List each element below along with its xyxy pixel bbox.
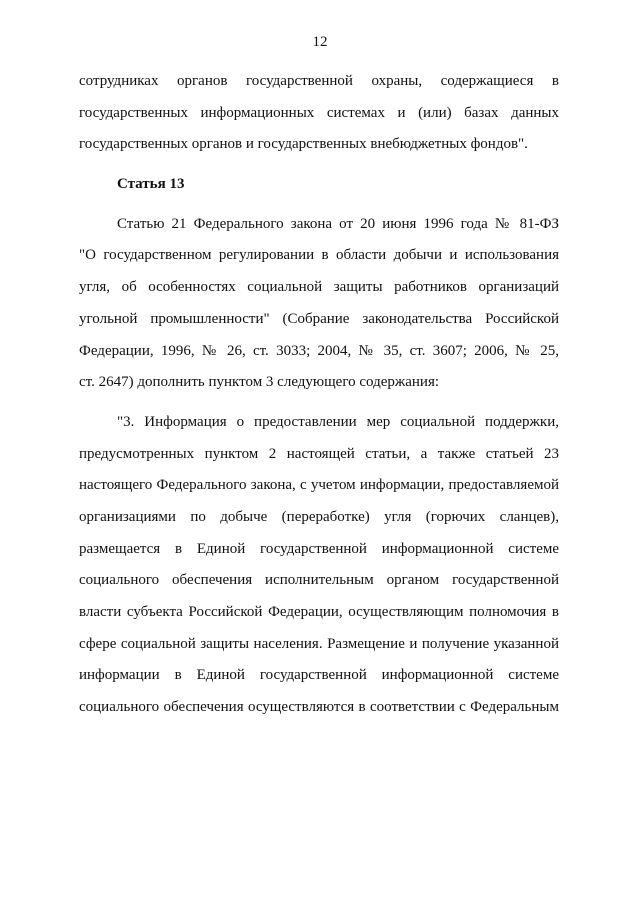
text-line: Статью 21 Федерального закона от 20 июня 1996 года № 81-ФЗ bbox=[117, 215, 559, 232]
text-line: настоящего Федерального закона, с учетом информации, предоставляемой bbox=[79, 477, 559, 494]
text-line: сотрудниках органов государственной охраны, содержащиеся в bbox=[79, 73, 559, 89]
continuation-paragraph bbox=[79, 66, 559, 161]
text-line: социального обеспечения осуществляются в соответствии с Федеральным bbox=[79, 699, 559, 716]
text-line: "3. Информация о предоставлении мер социальной поддержки, bbox=[117, 413, 559, 430]
article-heading: Статья 13 bbox=[117, 176, 185, 193]
document-body bbox=[79, 66, 559, 724]
text-line: сфере социальной защиты населения. Размещение и получение указанной bbox=[79, 635, 559, 652]
text-line: "О государственном регулировании в области добычи и использования bbox=[79, 247, 559, 264]
text-line: организациями по добыче (переработке) угля (горючих сланцев), bbox=[79, 508, 559, 525]
text-line: Федерации, 1996, № 26, ст. 3033; 2004, № 35, ст. 3607; 2006, № 25, bbox=[79, 342, 559, 359]
text-line: государственных органов и государственных внебюджетных фондов". bbox=[79, 136, 528, 153]
text-line: информации в Единой государственной информационной системе bbox=[79, 667, 559, 684]
text-line: размещается в Единой государственной информационной системе bbox=[79, 540, 559, 557]
text-line: власти субъекта Российской Федерации, осуществляющим полномочия в bbox=[79, 604, 559, 620]
text-line: угля, об особенностях социальной защиты работников организаций bbox=[79, 279, 559, 296]
text-line: предусмотренных пунктом 2 настоящей статьи, а также статьей 23 bbox=[79, 445, 559, 462]
text-line: государственных информационных системах и (или) базах данных bbox=[79, 104, 559, 121]
text-line: угольной промышленности" (Собрание законодательства Российской bbox=[79, 310, 559, 327]
article-paragraph-2 bbox=[79, 407, 559, 724]
page-number: 12 bbox=[312, 34, 328, 50]
text-line: социального обеспечения исполнительным органом государственной bbox=[79, 572, 559, 589]
article-paragraph-1 bbox=[79, 209, 559, 399]
text-line: ст. 2647) дополнить пунктом 3 следующего содержания: bbox=[79, 374, 440, 391]
